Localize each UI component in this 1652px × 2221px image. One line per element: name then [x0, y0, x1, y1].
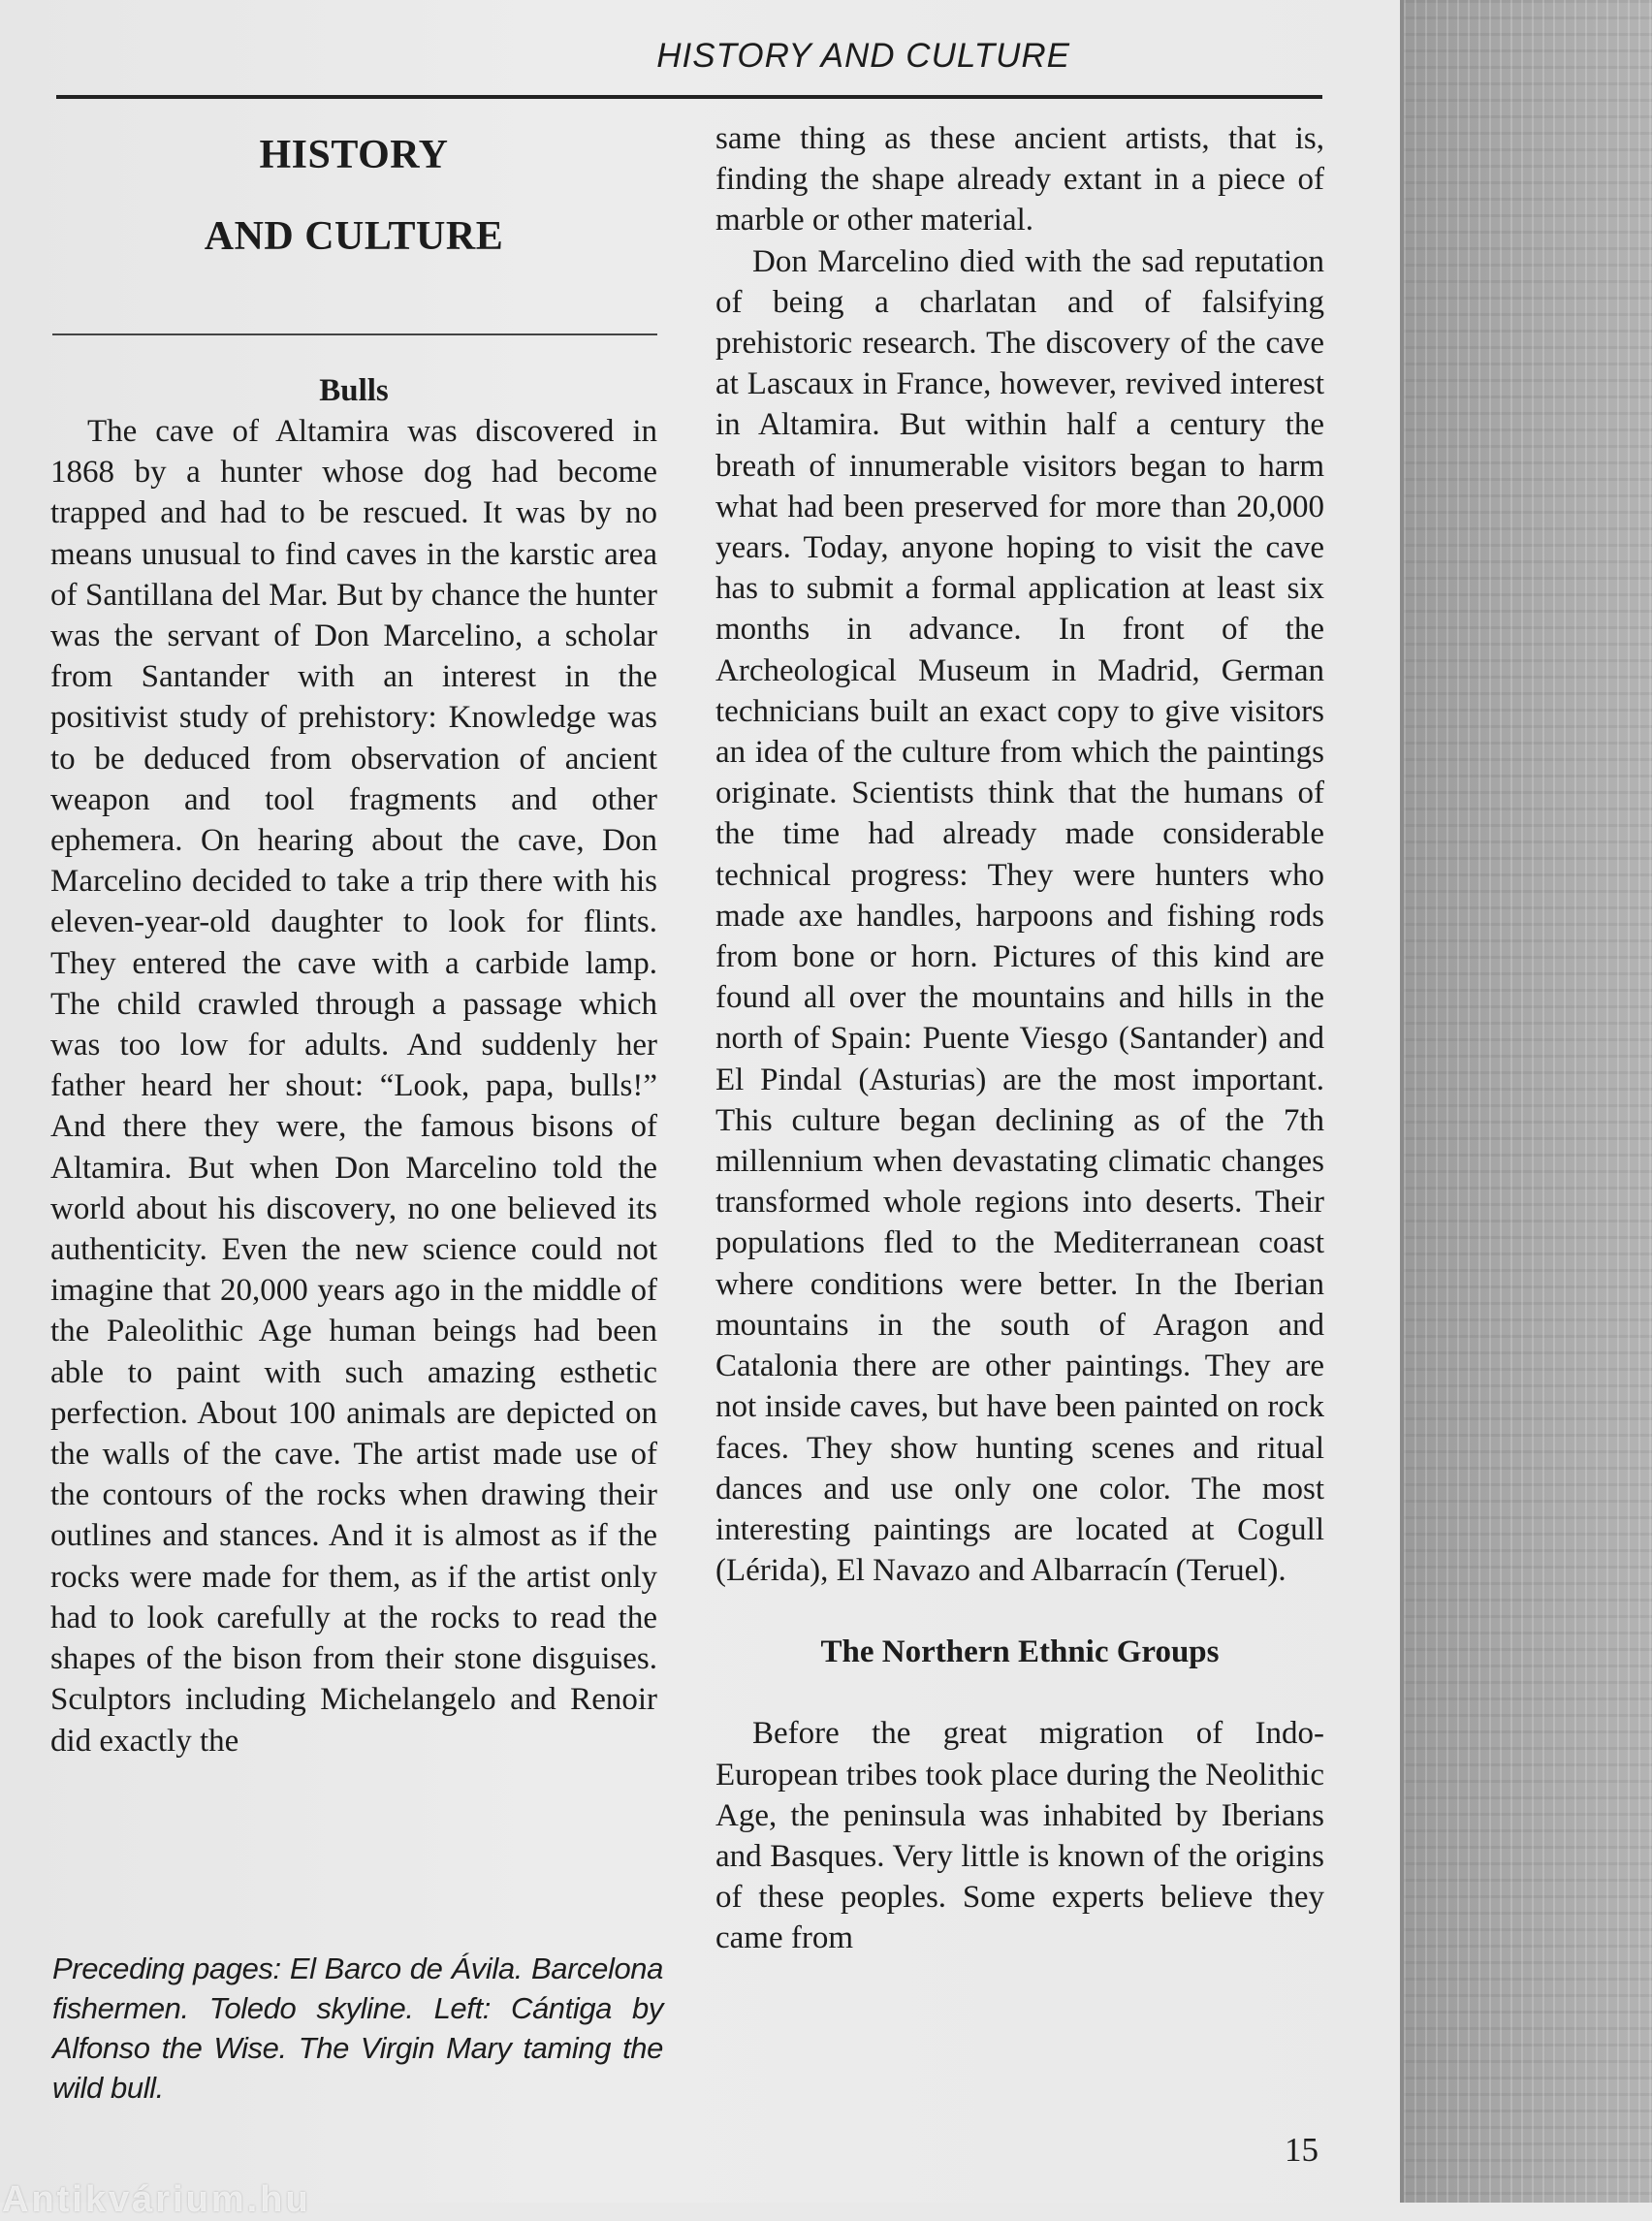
right-column	[715, 118, 1324, 1959]
section-divider	[52, 333, 657, 335]
chapter-title	[50, 114, 657, 277]
bulls-paragraph: The cave of Altamira was discovered in 1868 by a hunter whose dog had become trapped and had to be rescued. It was by no means unusual to find caves in the karstic area of Santillana del Mar. But by chance the hunter was the servant of Don Marcelino, a scholar from Santander with an interest in the positivist study of prehistory: Knowledge was to be deduced from observation of ancient weapon and tool fragments and other ephemera. On hearing about the cave, Don Marcelino decided to take a trip there with his eleven-year-old daughter to look for flints. They entered the cave with a carbide lamp. The child crawled through a passage which was too low for adults. And suddenly her father heard her shout: “Look, papa, bulls!” And there they were, the famous bisons of Altamira. But when Don Marcelino told the world about his discovery, no one believed its authenticity. Even the new science could not imagine that 20,000 years ago in the middle of the Paleolithic Age human beings had been able to paint with such amazing esthetic perfection. About 100 animals are depicted on the walls of the cave. The artist made use of the contours of the rocks when drawing their outlines and stances. And it is almost as if the rocks were made for them, as if the artist only had to look carefully at the rocks to read the shapes of the bison from their stone disguises. Sculptors including Michelangelo and Renoir did exactly the	[50, 414, 657, 1759]
page-number: 15	[1285, 2131, 1318, 2169]
running-head: HISTORY AND CULTURE	[656, 37, 1070, 75]
section-heading-northern: The Northern Ethnic Groups	[820, 1634, 1220, 1670]
left-column	[50, 114, 657, 1761]
bulls-paragraph-2: Don Marcelino died with the sad reputation of being a charlatan and of falsifying prehistoric research. The discovery of the cave at Lascaux in France, however, revived interest in Altamira. But within half a century the breath of innumerable visitors began to harm what had been preserved for more than 20,000 years. Today, anyone hoping to visit the cave has to submit a formal application at least six months in advance. In front of the Archeological Museum in Madrid, German technicians built an exact copy to give visitors an idea of the culture from which the paintings originate. Scientists think that the humans of the time had already made considerable technical progress: They were hunters who made axe handles, harpoons and fishing rods from bone or horn. Pictures of this kind are found all over the mountains and hills in the north of Spain: Puente Viesgo (Santander) and El Pindal (Asturias) are the most important. This culture began declining as of the 7th millennium when devastating climatic changes transformed whole regions into deserts. Their populations fled to the Mediterranean coast where conditions were better. In the Iberian mountains in the south of Aragon and Catalonia there are other paintings. They are not inside caves, but have been painted on rock faces. They show hunting scenes and ritual dances and use only one color. The most interesting paintings are located at Cogull (Lérida), El Navazo and Albarracín (Teruel).	[715, 243, 1324, 1589]
section-heading-bulls: Bulls	[319, 373, 389, 408]
chapter-title-line-1: HISTORY	[259, 133, 449, 177]
northern-paragraph: Before the great migration of Indo-European tribes took place during the Neolithic Age, the peninsula was inhabited by Iberians and Basques. Very little is known of the origins of these peoples. Some experts believe they came from	[715, 1716, 1324, 1956]
top-rule	[56, 95, 1322, 99]
photo-caption: Preceding pages: El Barco de Ávila. Barcelona fishermen. Toledo skyline. Left: Cántiga by Alfonso the Wise. The Virgin Mary taming the wild bull.	[52, 1951, 663, 2105]
watermark: Antikvárium.hu	[2, 2179, 311, 2220]
chapter-title-line-2: AND CULTURE	[204, 214, 504, 259]
book-page-edge	[1400, 0, 1652, 2203]
bulls-paragraph-continuation: same thing as these ancient artists, that is, finding the shape already extant in a piece of marble or other material.	[715, 121, 1324, 238]
